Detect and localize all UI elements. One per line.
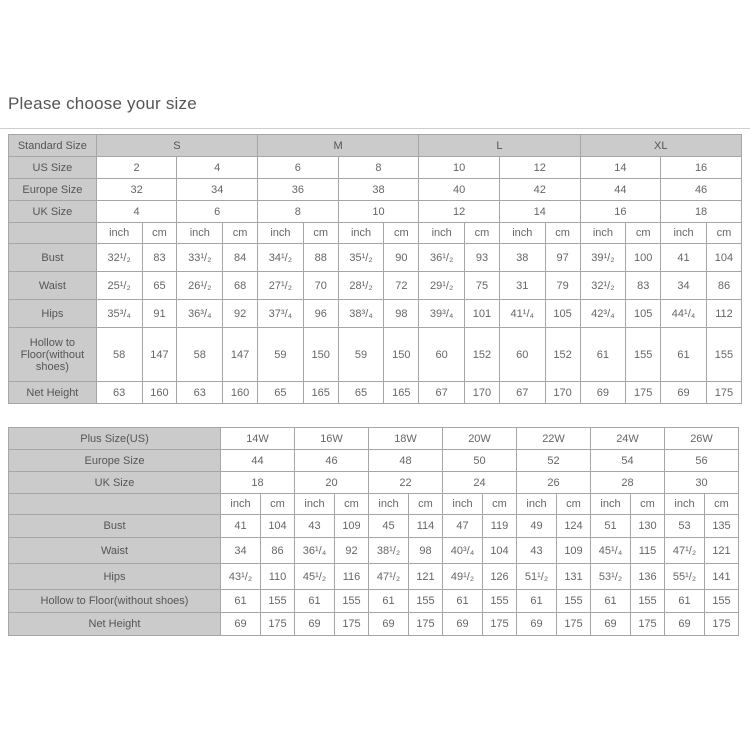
value-cell: 61 (295, 590, 335, 613)
unit-cell: cm (409, 494, 443, 515)
size-cell: 4 (177, 157, 258, 179)
table-row (9, 179, 742, 201)
value-cell: 70 (303, 272, 338, 300)
value-cell: 100 (626, 244, 661, 272)
value-cell: 69 (517, 613, 557, 636)
unit-spacer-cell (9, 494, 221, 515)
value-cell: 150 (303, 328, 338, 382)
value-cell: 31 (499, 272, 545, 300)
value-cell: 69 (369, 613, 409, 636)
value-cell: 59 (338, 328, 384, 382)
unit-cell: cm (705, 494, 739, 515)
value-cell: 155 (631, 590, 665, 613)
value-cell: 105 (545, 300, 580, 328)
value-cell: 65 (338, 382, 384, 404)
value-cell: 32¹/₂ (580, 272, 626, 300)
value-cell: 130 (631, 515, 665, 538)
value-cell: 69 (580, 382, 626, 404)
value-cell: 160 (142, 382, 177, 404)
value-cell: 152 (465, 328, 500, 382)
size-cell: 28 (591, 472, 665, 494)
value-cell: 65 (142, 272, 177, 300)
standard-size-table (8, 134, 742, 404)
size-cell: 14W (221, 428, 295, 450)
size-cell: 26W (665, 428, 739, 450)
size-cell: 20 (295, 472, 369, 494)
size-cell: 48 (369, 450, 443, 472)
unit-cell: inch (665, 494, 705, 515)
value-cell: 67 (499, 382, 545, 404)
value-cell: 58 (177, 328, 223, 382)
size-cell: 22 (369, 472, 443, 494)
value-cell: 124 (557, 515, 591, 538)
table-row (9, 272, 742, 300)
size-cell: XL (580, 135, 741, 157)
row-label: Net Height (9, 382, 97, 404)
value-cell: 155 (409, 590, 443, 613)
table-row (9, 328, 742, 382)
value-cell: 34 (661, 272, 707, 300)
size-cell: 52 (517, 450, 591, 472)
value-cell: 67 (419, 382, 465, 404)
value-cell: 165 (303, 382, 338, 404)
unit-cell: inch (96, 223, 142, 244)
table-row (9, 538, 739, 564)
unit-cell: inch (517, 494, 557, 515)
value-cell: 131 (557, 564, 591, 590)
unit-cell: inch (338, 223, 384, 244)
size-cell: 44 (580, 179, 661, 201)
value-cell: 170 (545, 382, 580, 404)
value-cell: 110 (261, 564, 295, 590)
value-cell: 165 (384, 382, 419, 404)
value-cell: 90 (384, 244, 419, 272)
value-cell: 42³/₄ (580, 300, 626, 328)
value-cell: 69 (665, 613, 705, 636)
unit-cell: cm (335, 494, 369, 515)
value-cell: 47¹/₂ (665, 538, 705, 564)
value-cell: 32¹/₂ (96, 244, 142, 272)
size-cell: 24 (443, 472, 517, 494)
size-cell: 24W (591, 428, 665, 450)
unit-spacer-cell (9, 223, 97, 244)
value-cell: 104 (706, 244, 741, 272)
table-row (9, 450, 739, 472)
size-cell: 38 (338, 179, 419, 201)
size-cell: 36 (258, 179, 339, 201)
size-cell: 32 (96, 179, 177, 201)
value-cell: 86 (261, 538, 295, 564)
row-label: Bust (9, 515, 221, 538)
table-row (9, 590, 739, 613)
value-cell: 170 (465, 382, 500, 404)
unit-cell: cm (626, 223, 661, 244)
unit-cell: inch (443, 494, 483, 515)
value-cell: 49¹/₂ (443, 564, 483, 590)
value-cell: 175 (706, 382, 741, 404)
value-cell: 45¹/₂ (295, 564, 335, 590)
value-cell: 36¹/₄ (295, 538, 335, 564)
value-cell: 116 (335, 564, 369, 590)
unit-cell: inch (258, 223, 304, 244)
unit-cell: inch (295, 494, 335, 515)
row-label: Hollow to Floor(without shoes) (9, 590, 221, 613)
value-cell: 60 (499, 328, 545, 382)
unit-cell: cm (631, 494, 665, 515)
value-cell: 27¹/₂ (258, 272, 304, 300)
unit-cell: cm (261, 494, 295, 515)
value-cell: 155 (483, 590, 517, 613)
size-cell: 46 (295, 450, 369, 472)
value-cell: 34 (221, 538, 261, 564)
value-cell: 61 (591, 590, 631, 613)
table-row (9, 428, 739, 450)
value-cell: 68 (223, 272, 258, 300)
value-cell: 47 (443, 515, 483, 538)
value-cell: 28¹/₂ (338, 272, 384, 300)
value-cell: 109 (557, 538, 591, 564)
size-cell: 2 (96, 157, 177, 179)
size-cell: 14 (499, 201, 580, 223)
table-row (9, 135, 742, 157)
value-cell: 43 (517, 538, 557, 564)
row-label: Waist (9, 538, 221, 564)
value-cell: 175 (483, 613, 517, 636)
value-cell: 91 (142, 300, 177, 328)
value-cell: 29¹/₂ (419, 272, 465, 300)
row-label: UK Size (9, 472, 221, 494)
value-cell: 160 (223, 382, 258, 404)
size-cell: 54 (591, 450, 665, 472)
value-cell: 147 (223, 328, 258, 382)
value-cell: 92 (223, 300, 258, 328)
size-cell: L (419, 135, 580, 157)
row-label: Hips (9, 564, 221, 590)
value-cell: 35³/₄ (96, 300, 142, 328)
size-cell: 4 (96, 201, 177, 223)
value-cell: 175 (705, 613, 739, 636)
value-cell: 65 (258, 382, 304, 404)
row-label: Europe Size (9, 179, 97, 201)
size-cell: 8 (258, 201, 339, 223)
value-cell: 43¹/₂ (221, 564, 261, 590)
value-cell: 155 (626, 328, 661, 382)
size-cell: 8 (338, 157, 419, 179)
value-cell: 147 (142, 328, 177, 382)
row-label: Hollow to Floor(without shoes) (9, 328, 97, 382)
value-cell: 155 (557, 590, 591, 613)
value-cell: 115 (631, 538, 665, 564)
value-cell: 60 (419, 328, 465, 382)
unit-cell: inch (221, 494, 261, 515)
value-cell: 34¹/₂ (258, 244, 304, 272)
table-row (9, 223, 742, 244)
row-label: Hips (9, 300, 97, 328)
value-cell: 69 (221, 613, 261, 636)
value-cell: 41 (661, 244, 707, 272)
table-row (9, 515, 739, 538)
plus-size-table (8, 427, 739, 636)
value-cell: 38¹/₂ (369, 538, 409, 564)
value-cell: 121 (409, 564, 443, 590)
size-cell: 42 (499, 179, 580, 201)
size-cell: 26 (517, 472, 591, 494)
value-cell: 112 (706, 300, 741, 328)
value-cell: 104 (483, 538, 517, 564)
row-label: Plus Size(US) (9, 428, 221, 450)
table-row (9, 201, 742, 223)
size-cell: 46 (661, 179, 742, 201)
unit-cell: inch (419, 223, 465, 244)
size-cell: S (96, 135, 257, 157)
value-cell: 88 (303, 244, 338, 272)
table-row (9, 564, 739, 590)
row-label: Bust (9, 244, 97, 272)
value-cell: 61 (580, 328, 626, 382)
size-cell: 40 (419, 179, 500, 201)
value-cell: 75 (465, 272, 500, 300)
value-cell: 126 (483, 564, 517, 590)
value-cell: 175 (335, 613, 369, 636)
value-cell: 155 (706, 328, 741, 382)
row-label: Net Height (9, 613, 221, 636)
value-cell: 97 (545, 244, 580, 272)
size-cell: 16 (661, 157, 742, 179)
value-cell: 61 (221, 590, 261, 613)
value-cell: 86 (706, 272, 741, 300)
unit-cell: cm (223, 223, 258, 244)
size-cell: M (258, 135, 419, 157)
value-cell: 38 (499, 244, 545, 272)
size-cell: 14 (580, 157, 661, 179)
value-cell: 104 (261, 515, 295, 538)
value-cell: 58 (96, 328, 142, 382)
value-cell: 44¹/₄ (661, 300, 707, 328)
unit-cell: cm (557, 494, 591, 515)
value-cell: 105 (626, 300, 661, 328)
value-cell: 63 (177, 382, 223, 404)
unit-cell: inch (661, 223, 707, 244)
value-cell: 175 (261, 613, 295, 636)
unit-cell: cm (483, 494, 517, 515)
value-cell: 83 (626, 272, 661, 300)
value-cell: 35¹/₂ (338, 244, 384, 272)
value-cell: 150 (384, 328, 419, 382)
table-row (9, 244, 742, 272)
value-cell: 45 (369, 515, 409, 538)
value-cell: 84 (223, 244, 258, 272)
size-cell: 30 (665, 472, 739, 494)
size-cell: 12 (499, 157, 580, 179)
value-cell: 141 (705, 564, 739, 590)
value-cell: 38³/₄ (338, 300, 384, 328)
size-cell: 56 (665, 450, 739, 472)
value-cell: 175 (626, 382, 661, 404)
unit-cell: cm (303, 223, 338, 244)
row-label: Waist (9, 272, 97, 300)
value-cell: 51¹/₂ (517, 564, 557, 590)
unit-cell: cm (142, 223, 177, 244)
table-row (9, 613, 739, 636)
unit-cell: cm (384, 223, 419, 244)
size-cell: 16W (295, 428, 369, 450)
value-cell: 33¹/₂ (177, 244, 223, 272)
unit-cell: inch (591, 494, 631, 515)
unit-cell: cm (706, 223, 741, 244)
separator-line (0, 128, 750, 129)
unit-cell: inch (580, 223, 626, 244)
table-row (9, 382, 742, 404)
value-cell: 69 (661, 382, 707, 404)
table-row (9, 494, 739, 515)
value-cell: 101 (465, 300, 500, 328)
table-row (9, 300, 742, 328)
value-cell: 92 (335, 538, 369, 564)
value-cell: 61 (369, 590, 409, 613)
size-cell: 34 (177, 179, 258, 201)
value-cell: 175 (557, 613, 591, 636)
value-cell: 98 (384, 300, 419, 328)
value-cell: 55¹/₂ (665, 564, 705, 590)
value-cell: 119 (483, 515, 517, 538)
value-cell: 109 (335, 515, 369, 538)
unit-cell: cm (465, 223, 500, 244)
value-cell: 45¹/₄ (591, 538, 631, 564)
size-cell: 50 (443, 450, 517, 472)
row-label: Standard Size (9, 135, 97, 157)
value-cell: 69 (443, 613, 483, 636)
value-cell: 136 (631, 564, 665, 590)
row-label: Europe Size (9, 450, 221, 472)
value-cell: 41 (221, 515, 261, 538)
value-cell: 61 (517, 590, 557, 613)
value-cell: 43 (295, 515, 335, 538)
size-cell: 18 (221, 472, 295, 494)
value-cell: 135 (705, 515, 739, 538)
value-cell: 61 (661, 328, 707, 382)
size-cell: 44 (221, 450, 295, 472)
size-cell: 12 (419, 201, 500, 223)
value-cell: 63 (96, 382, 142, 404)
value-cell: 155 (335, 590, 369, 613)
value-cell: 152 (545, 328, 580, 382)
unit-cell: cm (545, 223, 580, 244)
value-cell: 93 (465, 244, 500, 272)
size-cell: 10 (338, 201, 419, 223)
value-cell: 25¹/₂ (96, 272, 142, 300)
value-cell: 61 (443, 590, 483, 613)
value-cell: 41¹/₄ (499, 300, 545, 328)
table-row (9, 157, 742, 179)
unit-cell: inch (369, 494, 409, 515)
page-title: Please choose your size (8, 94, 197, 113)
size-cell: 6 (258, 157, 339, 179)
value-cell: 37³/₄ (258, 300, 304, 328)
value-cell: 155 (261, 590, 295, 613)
value-cell: 79 (545, 272, 580, 300)
size-cell: 10 (419, 157, 500, 179)
size-cell: 20W (443, 428, 517, 450)
value-cell: 49 (517, 515, 557, 538)
size-cell: 22W (517, 428, 591, 450)
value-cell: 53¹/₂ (591, 564, 631, 590)
value-cell: 26¹/₂ (177, 272, 223, 300)
value-cell: 83 (142, 244, 177, 272)
value-cell: 47¹/₂ (369, 564, 409, 590)
value-cell: 69 (591, 613, 631, 636)
value-cell: 39¹/₂ (580, 244, 626, 272)
size-cell: 6 (177, 201, 258, 223)
table-row (9, 472, 739, 494)
value-cell: 40³/₄ (443, 538, 483, 564)
value-cell: 36¹/₂ (419, 244, 465, 272)
value-cell: 175 (409, 613, 443, 636)
value-cell: 72 (384, 272, 419, 300)
value-cell: 155 (705, 590, 739, 613)
size-cell: 16 (580, 201, 661, 223)
value-cell: 96 (303, 300, 338, 328)
value-cell: 36³/₄ (177, 300, 223, 328)
value-cell: 175 (631, 613, 665, 636)
value-cell: 51 (591, 515, 631, 538)
row-label: UK Size (9, 201, 97, 223)
value-cell: 114 (409, 515, 443, 538)
value-cell: 98 (409, 538, 443, 564)
value-cell: 69 (295, 613, 335, 636)
unit-cell: inch (177, 223, 223, 244)
unit-cell: inch (499, 223, 545, 244)
value-cell: 53 (665, 515, 705, 538)
value-cell: 59 (258, 328, 304, 382)
row-label: US Size (9, 157, 97, 179)
size-cell: 18W (369, 428, 443, 450)
value-cell: 121 (705, 538, 739, 564)
value-cell: 39³/₄ (419, 300, 465, 328)
size-cell: 18 (661, 201, 742, 223)
value-cell: 61 (665, 590, 705, 613)
